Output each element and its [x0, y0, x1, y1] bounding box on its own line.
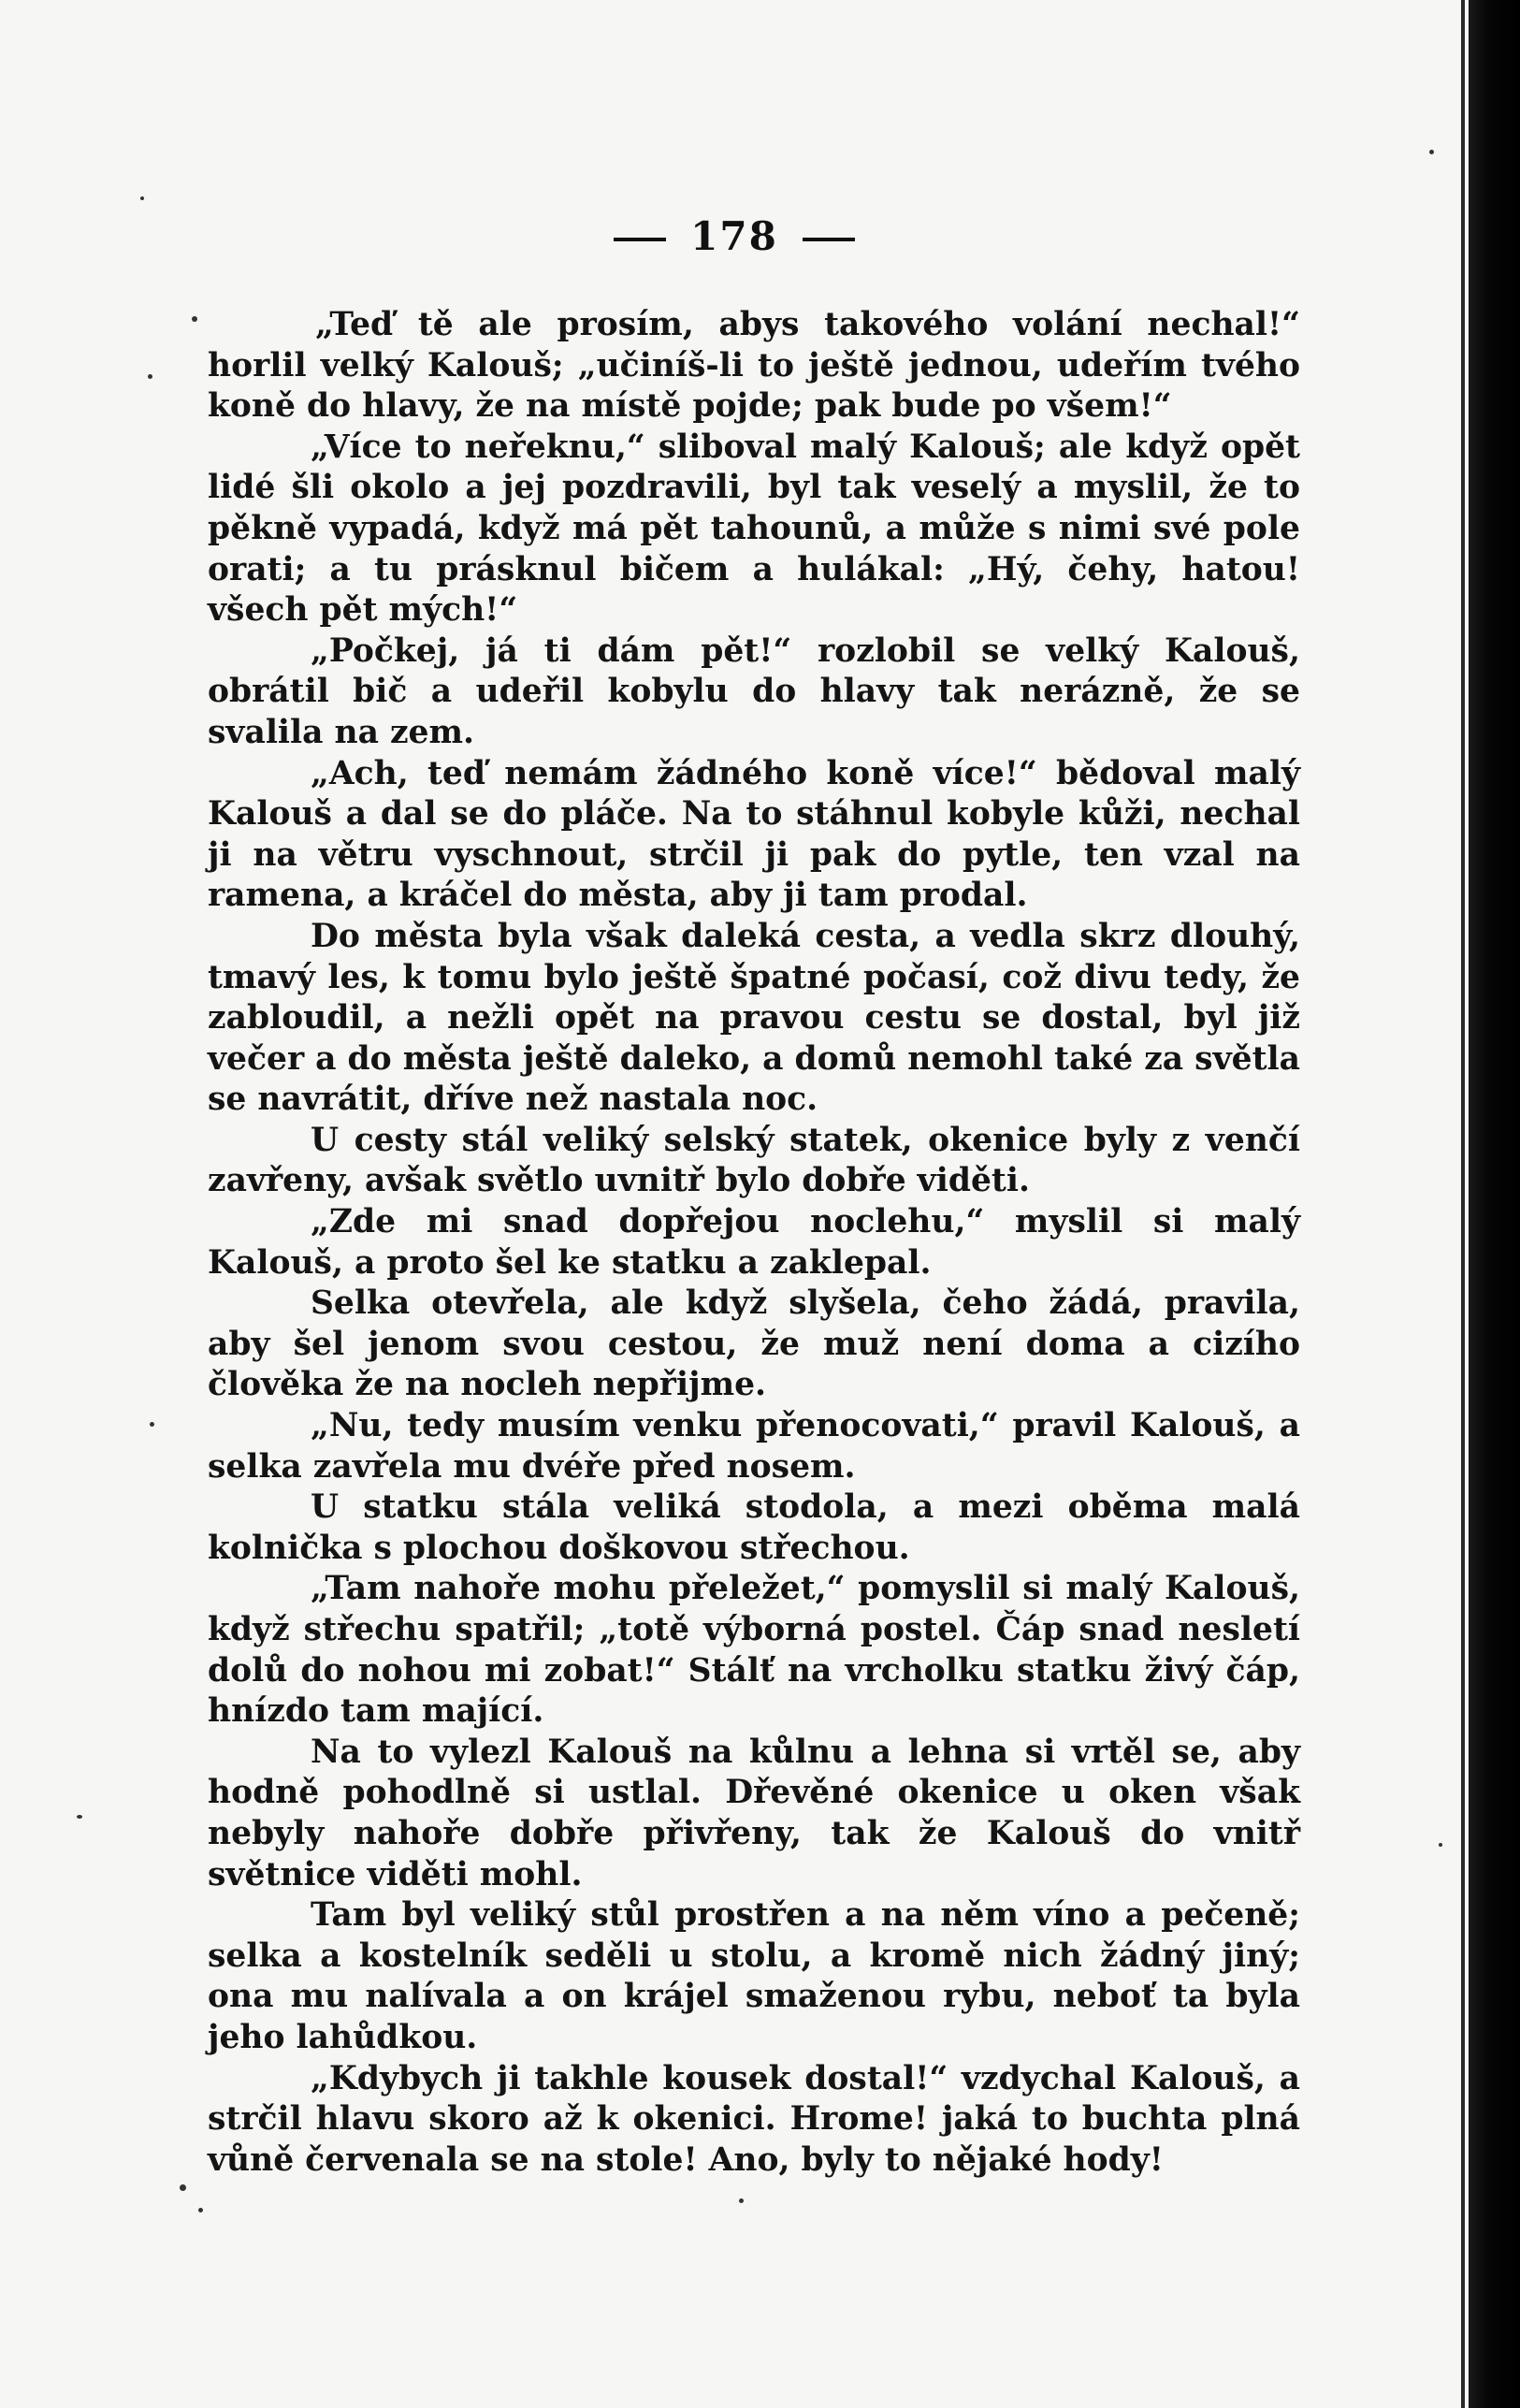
paragraph: U cesty stál veliký selský statek, okenice byly z venčí zavřeny, avšak světlo uvnitř bylo dobře viděti.	[208, 1121, 1300, 1200]
paragraph: „Nu, tedy musím venku přenocovati,“ pravil Kalouš, a selka zavřela mu dvéře před nosem.	[208, 1407, 1300, 1486]
scan-speck	[140, 196, 144, 200]
paragraph: Do města byla však daleká cesta, a vedla skrz dlouhý, tmavý les, k tomu bylo ještě špatné počasí, což divu tedy, že zabloudil, a nežli opět na pravou cestu se dostal, byl již večer a do města ještě daleko, a domů nemohl také za světla se navrátit, dříve než nastala noc.	[208, 917, 1300, 1119]
scan-gutter	[1469, 0, 1520, 2408]
page-number: 178	[690, 213, 778, 259]
header-dash-right	[803, 238, 855, 241]
scan-speck	[180, 2184, 186, 2191]
scan-speck	[1439, 1843, 1442, 1847]
paragraph: Selka otevřela, ale když slyšela, čeho žádá, pravila, aby šel jenom svou cestou, že muž není doma a cizího člověka že na nocleh nepřijme.	[208, 1284, 1300, 1404]
page-header	[0, 213, 1469, 259]
paragraph: U statku stála veliká stodola, a mezi oběma malá kolnička s plochou doškovou střechou.	[208, 1488, 1300, 1567]
scan-speck	[192, 316, 197, 322]
paragraph: „Počkej, já ti dám pět!“ rozlobil se velký Kalouš, obrátil bič a udeřil kobylu do hlavy tak nerázně, že se svalila na zem.	[208, 631, 1300, 751]
paragraph: „Teď tě ale prosím, abys takového volání nechal!“ horlil velký Kalouš; „učiníš-li to ještě jednou, udeřím tvého koně do hlavy, že na místě pojde; pak bude po všem!“	[208, 306, 1300, 426]
scan-speck	[739, 2198, 744, 2203]
paragraph: „Tam nahoře mohu přeležet,“ pomyslil si malý Kalouš, když střechu spatřil; „totě výborná postel. Čáp snad nesletí dolů do nohou mi zobat!“ Stálť na vrcholku statku živý čáp, hnízdo tam mající.	[208, 1570, 1300, 1731]
scan-speck	[148, 374, 152, 379]
scan-speck	[150, 1422, 154, 1427]
scan-speck	[198, 2208, 203, 2212]
paragraph: „Kdybych ji takhle kousek dostal!“ vzdychal Kalouš, a strčil hlavu skoro až k okenici. Hrome! jaká to buchta plná vůně červenala se na stole! Ano, byly to nějaké hody!	[208, 2059, 1300, 2179]
scan-speck	[77, 1815, 82, 1819]
paragraph: „Více to neřeknu,“ sliboval malý Kalouš; ale když opět lidé šli okolo a jej pozdravili, byl tak veselý a myslil, že to pěkně vypadá, když má pět tahounů, a může s nimi své pole orati; a tu prásknul bičem a hulákal: „Hý, čehy, hatou! všech pět mých!“	[208, 428, 1300, 630]
paragraph: Na to vylezl Kalouš na kůlnu a lehna si vrtěl se, aby hodně pohodlně si ustlal. Dřevěné okenice u oken však nebyly nahoře dobře přivřeny, tak že Kalouš do vnitř světnice viděti mohl.	[208, 1733, 1300, 1893]
header-dash-left	[614, 238, 666, 241]
paragraph: „Zde mi snad dopřejou noclehu,“ myslil si malý Kalouš, a proto šel ke statku a zaklepal.	[208, 1203, 1300, 1282]
paragraph: „Ach, teď nemám žádného koně více!“ bědoval malý Kalouš a dal se do pláče. Na to stáhnul kobyle kůži, nechal ji na větru vyschnout, strčil ji pak do pytle, ten vzal na ramena, a kráčel do města, aby ji tam prodal.	[208, 754, 1300, 915]
page-edge-line	[1461, 0, 1465, 2408]
scan-speck	[1429, 150, 1434, 154]
paragraph: Tam byl veliký stůl prostřen a na něm víno a pečeně; selka a kostelník seděli u stolu, a kromě nich žádný jiný; ona mu nalívala a on krájel smaženou rybu, neboť ta byla jeho lahůdkou.	[208, 1896, 1300, 2056]
page-body	[208, 305, 1300, 2181]
